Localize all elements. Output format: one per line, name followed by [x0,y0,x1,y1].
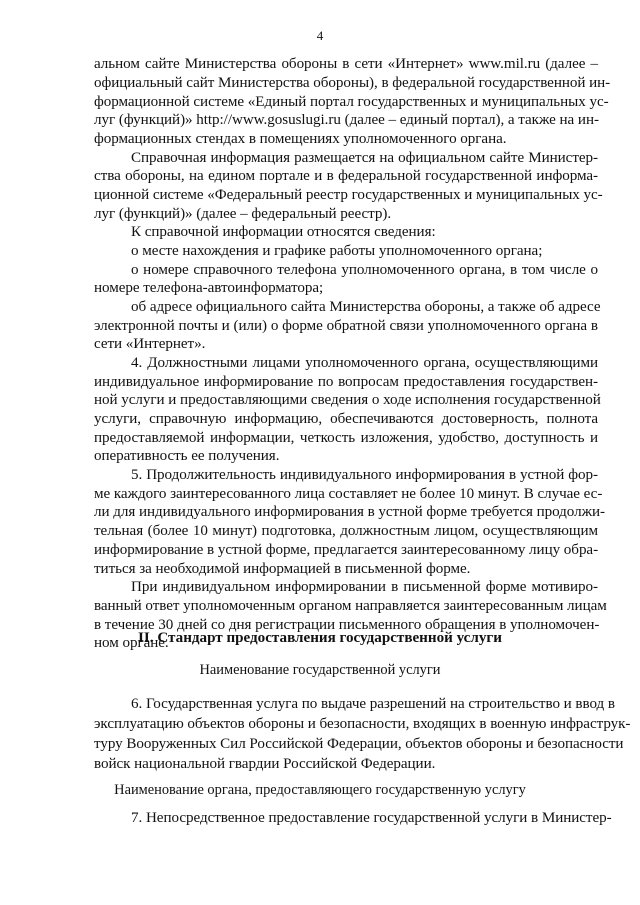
paragraph-location: о месте нахождения и графике работы уполномоченного органа; [131,242,543,259]
text-line: ли для индивидуального информирования в устной форме требуется продолжи- [94,504,605,521]
text-line: оперативность ее получения. [94,448,280,465]
text-line: тельная (более 10 минут) подготовка, должностным лицом, осуществляющим [94,523,598,540]
text-line: в течение 30 дней со дня регистрации письменного обращения в уполномочен- [94,616,600,633]
section-heading: II. Стандарт предоставления государственной услуги [138,630,502,646]
text-line: ме каждого заинтересованного лица составляет не более 10 минут. В случае ес- [94,485,603,502]
text-line: титься за необходимой информацией в письменной форме. [94,560,471,577]
page-number: 4 [316,28,324,43]
subheading-service-name: Наименование государственной услуги [199,662,441,678]
text-line: ционной системе «Федеральный реестр государственных и муниципальных ус- [94,186,603,203]
text-line: ства обороны, на едином портале и в федеральной государственной информа- [94,168,598,185]
text-line: ванный ответ уполномоченным органом направляется заинтересованным лицам [94,597,607,614]
text-line: луг (функций)» (далее – федеральный реестр). [94,205,392,222]
text-line: о номере справочного телефона уполномоченного органа, в том числе о [131,261,598,278]
text-line: 4. Должностными лицами уполномоченного органа, осуществляющими [131,355,598,372]
text-line: ном органе. [94,635,169,652]
text-line: 5. Продолжительность индивидуального информирования в устной фор- [131,467,598,484]
paragraph-reference-list-intro: К справочной информации относятся сведения: [131,224,436,241]
text-line: индивидуальное информирование по вопросам предоставления государствен- [94,373,598,390]
text-line: услуги, справочную информацию, обеспечиваются достоверность, полнота [94,411,598,428]
text-line: сети «Интернет». [94,336,206,353]
text-line: Справочная информация размещается на официальном сайте Министер- [131,149,598,166]
subheading-authority: Наименование органа, предоставляющего государственную услугу [114,782,526,798]
text-line: При индивидуальном информировании в письменной форме мотивиро- [131,579,598,596]
text-line: официальный сайт Министерства обороны), в федеральной государственной ин- [94,74,611,91]
text-line: электронной почты и (или) о форме обратной связи уполномоченного органа в [94,317,598,334]
text-line: эксплуатацию объектов обороны и безопасности, входящих в военную инфраструк- [94,716,631,732]
text-line: альном сайте Министерства обороны в сети «Интернет» www.mil.ru (далее – [94,56,598,73]
text-line: формационной системе «Единый портал государственных и муниципальных ус- [94,93,609,110]
text-line: ной услуги и предоставляющими сведения о ходе исполнения государственной [94,392,601,409]
text-line: предоставляемой информации, четкость изложения, удобство, доступность и [94,429,598,446]
text-line: туру Вооруженных Сил Российской Федерации, объектов обороны и безопасности [94,736,624,752]
text-line: номере телефона-автоинформатора; [94,280,324,297]
paragraph-item-7: 7. Непосредственное предоставление государственной услуги в Министер- [131,810,612,826]
text-line: информирование в устной форме, предлагается заинтересованному лицу обра- [94,541,599,558]
text-line: луг (функций)» http://www.gosuslugi.ru (далее – единый портал), а также на ин- [94,112,599,129]
text-line: формационных стендах в помещениях уполномоченного органа. [94,130,507,147]
text-line: 6. Государственная услуга по выдаче разрешений на строительство и ввод в [131,696,615,712]
text-line: войск национальной гвардии Российской Федерации. [94,756,436,772]
text-line: об адресе официального сайта Министерства обороны, а также об адресе [131,299,601,315]
